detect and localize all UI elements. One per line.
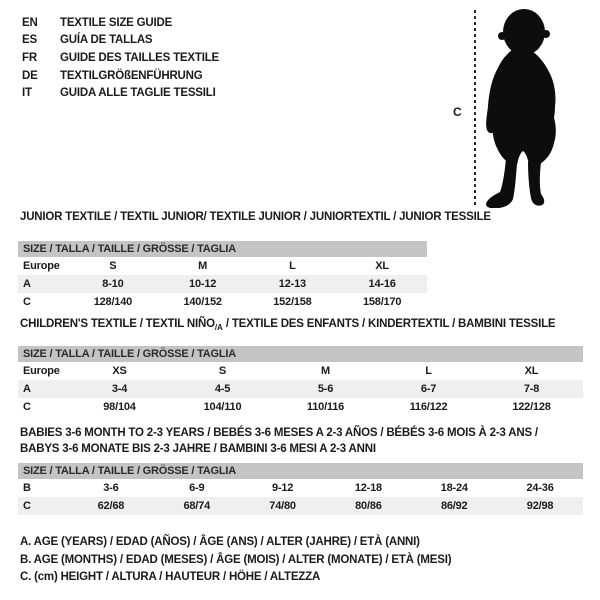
- language-title-list: [22, 14, 219, 102]
- children-title-text: CHILDREN'S TEXTILE / TEXTIL NIÑO: [20, 318, 215, 330]
- list-item: [22, 32, 219, 50]
- value-cell: 7-8: [523, 383, 540, 395]
- value-cell: 3-4: [111, 383, 128, 395]
- row-label-cell: C: [23, 401, 31, 413]
- table-row: [18, 479, 583, 497]
- language-code: FR: [22, 51, 37, 64]
- value-cell: 12-13: [278, 278, 306, 290]
- height-marker-label: C: [453, 105, 462, 119]
- toddler-silhouette-image: [484, 6, 568, 208]
- list-item: [22, 84, 219, 102]
- table-row: [18, 362, 583, 380]
- language-title: TEXTILE SIZE GUIDE: [60, 16, 173, 29]
- value-cell: 18-24: [440, 482, 468, 494]
- row-label-cell: Europe: [23, 365, 60, 377]
- babies-size-table: [18, 463, 583, 515]
- babies-title-line2: BABYS 3-6 MONATE BIS 2-3 JAHRE / BAMBINI 3-6 MESI A 2-3 ANNI: [20, 443, 376, 455]
- value-cell: 24-36: [526, 482, 554, 494]
- value-cell: 10-12: [189, 278, 217, 290]
- value-cell: 12-18: [354, 482, 382, 494]
- row-label-cell: Europe: [23, 260, 60, 272]
- list-item: [22, 49, 219, 67]
- value-cell: 152/158: [273, 296, 312, 308]
- table-row: [18, 497, 583, 515]
- language-code: ES: [22, 34, 37, 47]
- value-cell: 104/110: [203, 401, 242, 413]
- babies-section-title: [20, 425, 538, 457]
- children-title-subscript: /A: [214, 323, 223, 332]
- legend-line-b: B. AGE (MONTHS) / EDAD (MESES) / ÂGE (MOIS) / ALTER (MONATE) / ETÀ (MESI): [20, 553, 452, 566]
- value-cell: 8-10: [102, 278, 124, 290]
- value-cell: 6-7: [420, 383, 437, 395]
- language-code: DE: [22, 69, 38, 82]
- value-cell: 14-16: [368, 278, 396, 290]
- size-header-bar: SIZE / TALLA / TAILLE / GRÖSSE / TAGLIA: [18, 463, 583, 479]
- value-cell: 98/104: [103, 401, 136, 413]
- table-row: [18, 257, 427, 275]
- list-item: [22, 14, 219, 32]
- value-cell: 116/122: [409, 401, 448, 413]
- value-cell: 6-9: [189, 482, 205, 494]
- value-cell: 128/140: [93, 296, 133, 308]
- value-cell: M: [198, 260, 208, 272]
- language-code: EN: [22, 16, 38, 29]
- language-title: TEXTILGRÖßENFÜHRUNG: [60, 69, 203, 82]
- value-cell: 68/74: [183, 500, 210, 512]
- value-cell: XL: [375, 260, 389, 272]
- row-label-cell: C: [23, 500, 31, 512]
- row-label-cell: A: [23, 383, 31, 395]
- height-measure-dashed-line: [474, 10, 476, 208]
- value-cell: 92/98: [526, 500, 554, 512]
- value-cell: 122/128: [512, 401, 551, 413]
- value-cell: 110/116: [306, 401, 345, 413]
- table-row: [18, 380, 583, 398]
- language-title: GUIDA ALLE TAGLIE TESSILI: [60, 87, 216, 100]
- children-size-table: [18, 346, 583, 416]
- junior-section-title: JUNIOR TEXTILE / TEXTIL JUNIOR/ TEXTILE JUNIOR / JUNIORTEXTIL / JUNIOR TESSILE: [20, 211, 491, 223]
- value-cell: 140/152: [183, 296, 222, 308]
- value-cell: 80/86: [355, 500, 382, 512]
- row-label-cell: C: [23, 296, 31, 308]
- children-title-text: / TEXTILE DES ENFANTS / KINDERTEXTIL / BAMBINI TESSILE: [222, 318, 556, 330]
- value-cell: 3-6: [103, 482, 119, 494]
- language-title: GUÍA DE TALLAS: [60, 34, 153, 47]
- value-cell: 158/170: [362, 296, 402, 308]
- table-row: [18, 275, 427, 293]
- table-row: [18, 398, 583, 416]
- children-section-title: [20, 318, 555, 332]
- size-header-bar: SIZE / TALLA / TAILLE / GRÖSSE / TAGLIA: [18, 241, 427, 257]
- legend-line-a: A. AGE (YEARS) / EDAD (AÑOS) / ÂGE (ANS) / ALTER (JAHRE) / ETÀ (ANNI): [20, 536, 420, 548]
- language-title: GUIDE DES TAILLES TEXTILE: [60, 51, 219, 64]
- value-cell: L: [289, 260, 296, 272]
- language-code: IT: [22, 87, 32, 100]
- value-cell: L: [425, 365, 432, 377]
- junior-size-table: [18, 241, 427, 311]
- value-cell: XL: [524, 365, 539, 377]
- value-cell: 62/68: [97, 500, 125, 512]
- table-row: [18, 293, 427, 311]
- value-cell: 74/80: [269, 500, 296, 512]
- size-header-bar: SIZE / TALLA / TAILLE / GRÖSSE / TAGLIA: [18, 346, 583, 362]
- legend-line-c: C. (cm) HEIGHT / ALTURA / HAUTEUR / HÖHE / ALTEZZA: [20, 571, 321, 583]
- value-cell: XS: [112, 365, 127, 377]
- value-cell: 4-5: [214, 383, 231, 395]
- list-item: [22, 67, 219, 85]
- value-cell: 86/92: [440, 500, 468, 512]
- value-cell: S: [218, 365, 227, 377]
- value-cell: M: [321, 365, 330, 377]
- value-cell: 5-6: [317, 383, 334, 395]
- row-label-cell: B: [23, 482, 31, 494]
- row-label-cell: A: [23, 278, 31, 290]
- measurement-legend: [20, 536, 451, 589]
- value-cell: 9-12: [271, 482, 294, 494]
- value-cell: S: [109, 260, 117, 272]
- babies-title-line1: BABIES 3-6 MONTH TO 2-3 YEARS / BEBÉS 3-6 MESES A 2-3 AÑOS / BÉBÉS 3-6 MOIS À 2-3 ANS /: [20, 427, 538, 439]
